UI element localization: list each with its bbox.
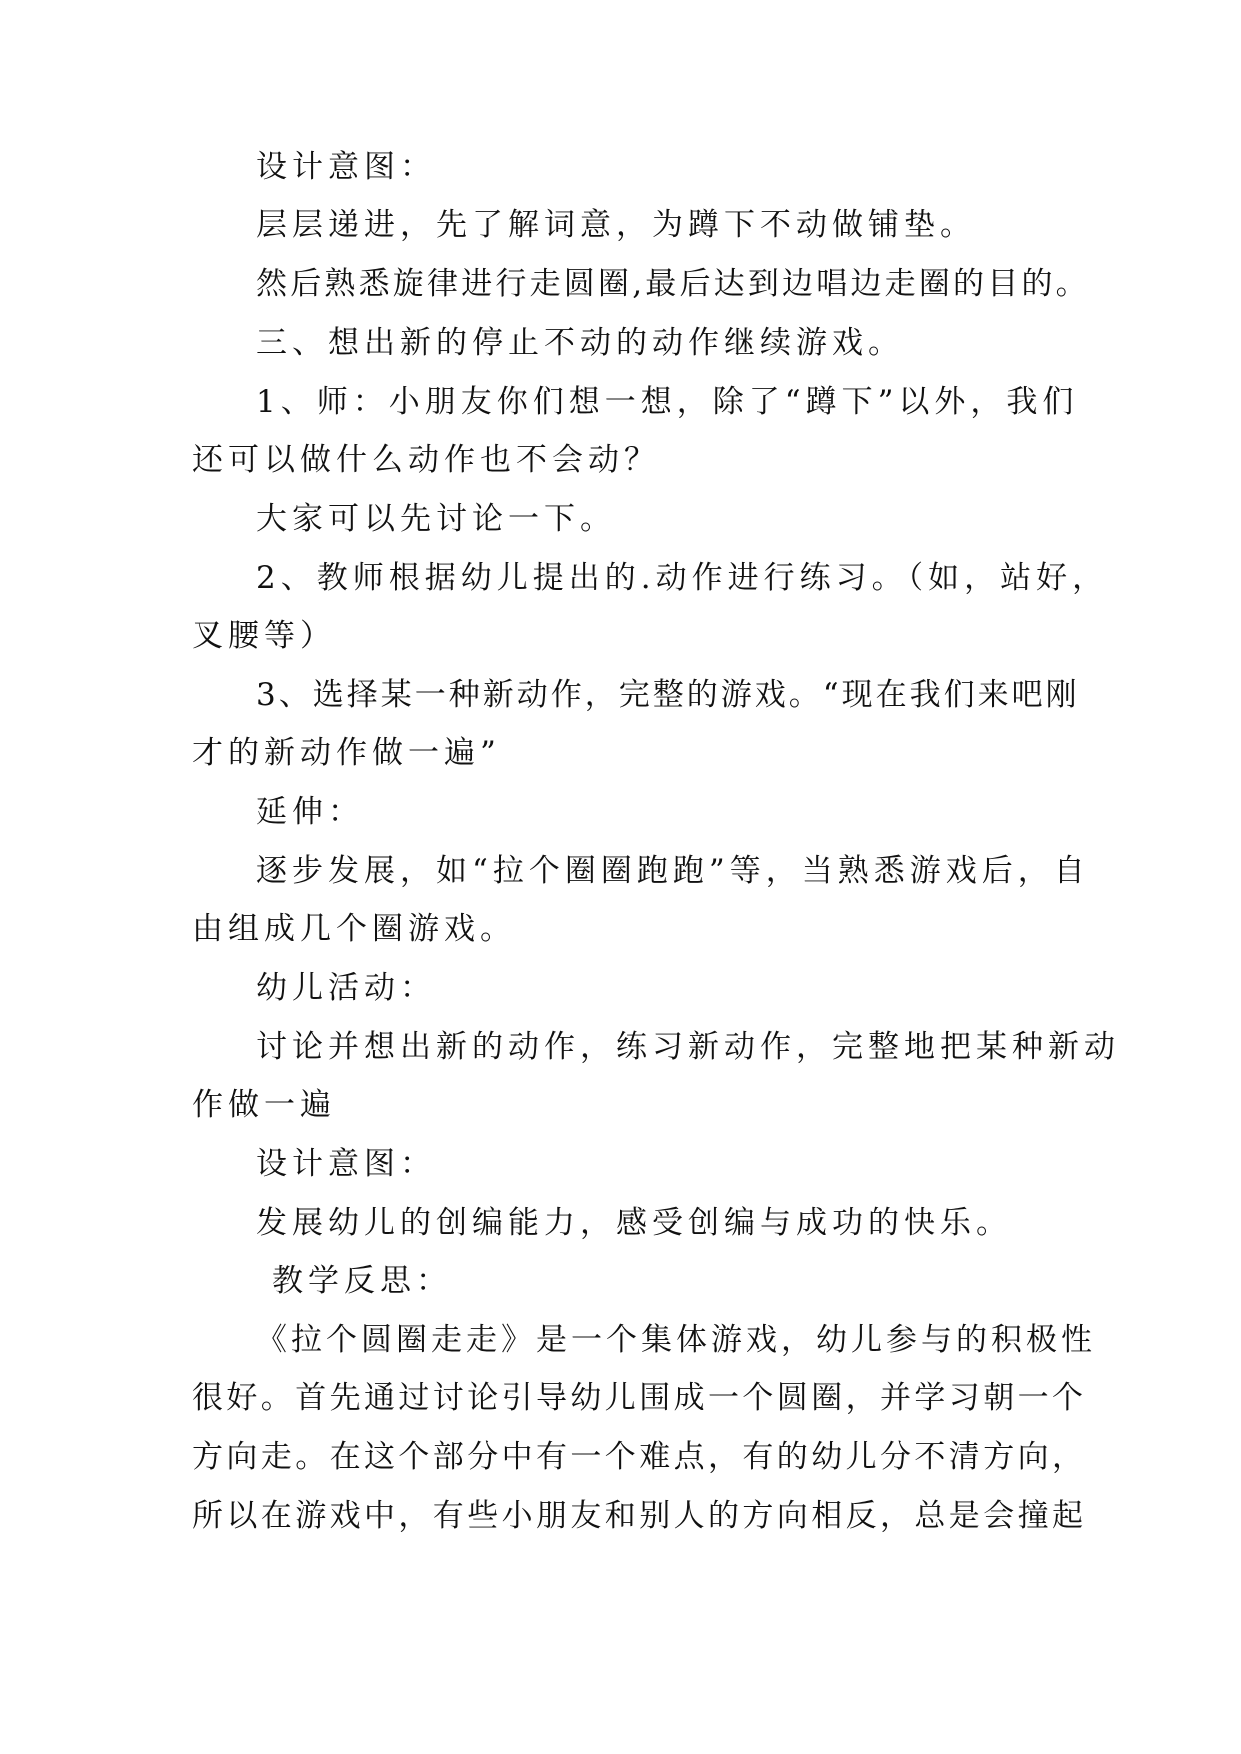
text-line: 幼儿活动： <box>256 970 436 1006</box>
text-line: 叉腰等） <box>192 618 336 654</box>
text-line: 延伸： <box>256 794 364 830</box>
text-line: 很好。首先通过讨论引导幼儿围成一个圆圈，并学习朝一个 <box>192 1380 1087 1416</box>
text-line: 大家可以先讨论一下。 <box>256 501 616 537</box>
text-line: 然后熟悉旋律进行走圆圈,最后达到边唱边走圈的目的。 <box>256 266 1090 302</box>
text-line: 1、师：小朋友你们想一想，除了“蹲下”以外，我们 <box>256 384 1079 420</box>
text-line: 作做一遍 <box>192 1087 336 1123</box>
text-line: 逐步发展，如“拉个圈圈跑跑”等，当熟悉游戏后，自 <box>256 853 1090 889</box>
text-line: 设计意图： <box>256 1146 436 1182</box>
text-line: 教学反思： <box>272 1263 452 1299</box>
text-line: 《拉个圆圈走走》是一个集体游戏，幼儿参与的积极性 <box>256 1322 1096 1358</box>
text-line: 方向走。在这个部分中有一个难点，有的幼儿分不清方向， <box>192 1439 1087 1475</box>
text-line: 层层递进，先了解词意，为蹲下不动做铺垫。 <box>256 207 976 243</box>
text-line: 发展幼儿的创编能力，感受创编与成功的快乐。 <box>256 1205 1012 1241</box>
text-line: 3、选择某一种新动作，完整的游戏。“现在我们来吧刚 <box>256 677 1080 713</box>
text-line: 2、教师根据幼儿提出的.动作进行练习。（如，站好， <box>256 560 1109 596</box>
text-line: 所以在游戏中，有些小朋友和别人的方向相反，总是会撞起 <box>192 1498 1087 1534</box>
text-line: 还可以做什么动作也不会动？ <box>192 442 660 478</box>
text-line: 设计意图： <box>256 149 436 185</box>
text-line: 三、想出新的停止不动的动作继续游戏。 <box>256 325 904 361</box>
text-line: 才的新动作做一遍” <box>192 735 501 771</box>
text-line: 由组成几个圈游戏。 <box>192 911 516 947</box>
text-line: 讨论并想出新的动作，练习新动作，完整地把某种新动 <box>256 1029 1120 1065</box>
